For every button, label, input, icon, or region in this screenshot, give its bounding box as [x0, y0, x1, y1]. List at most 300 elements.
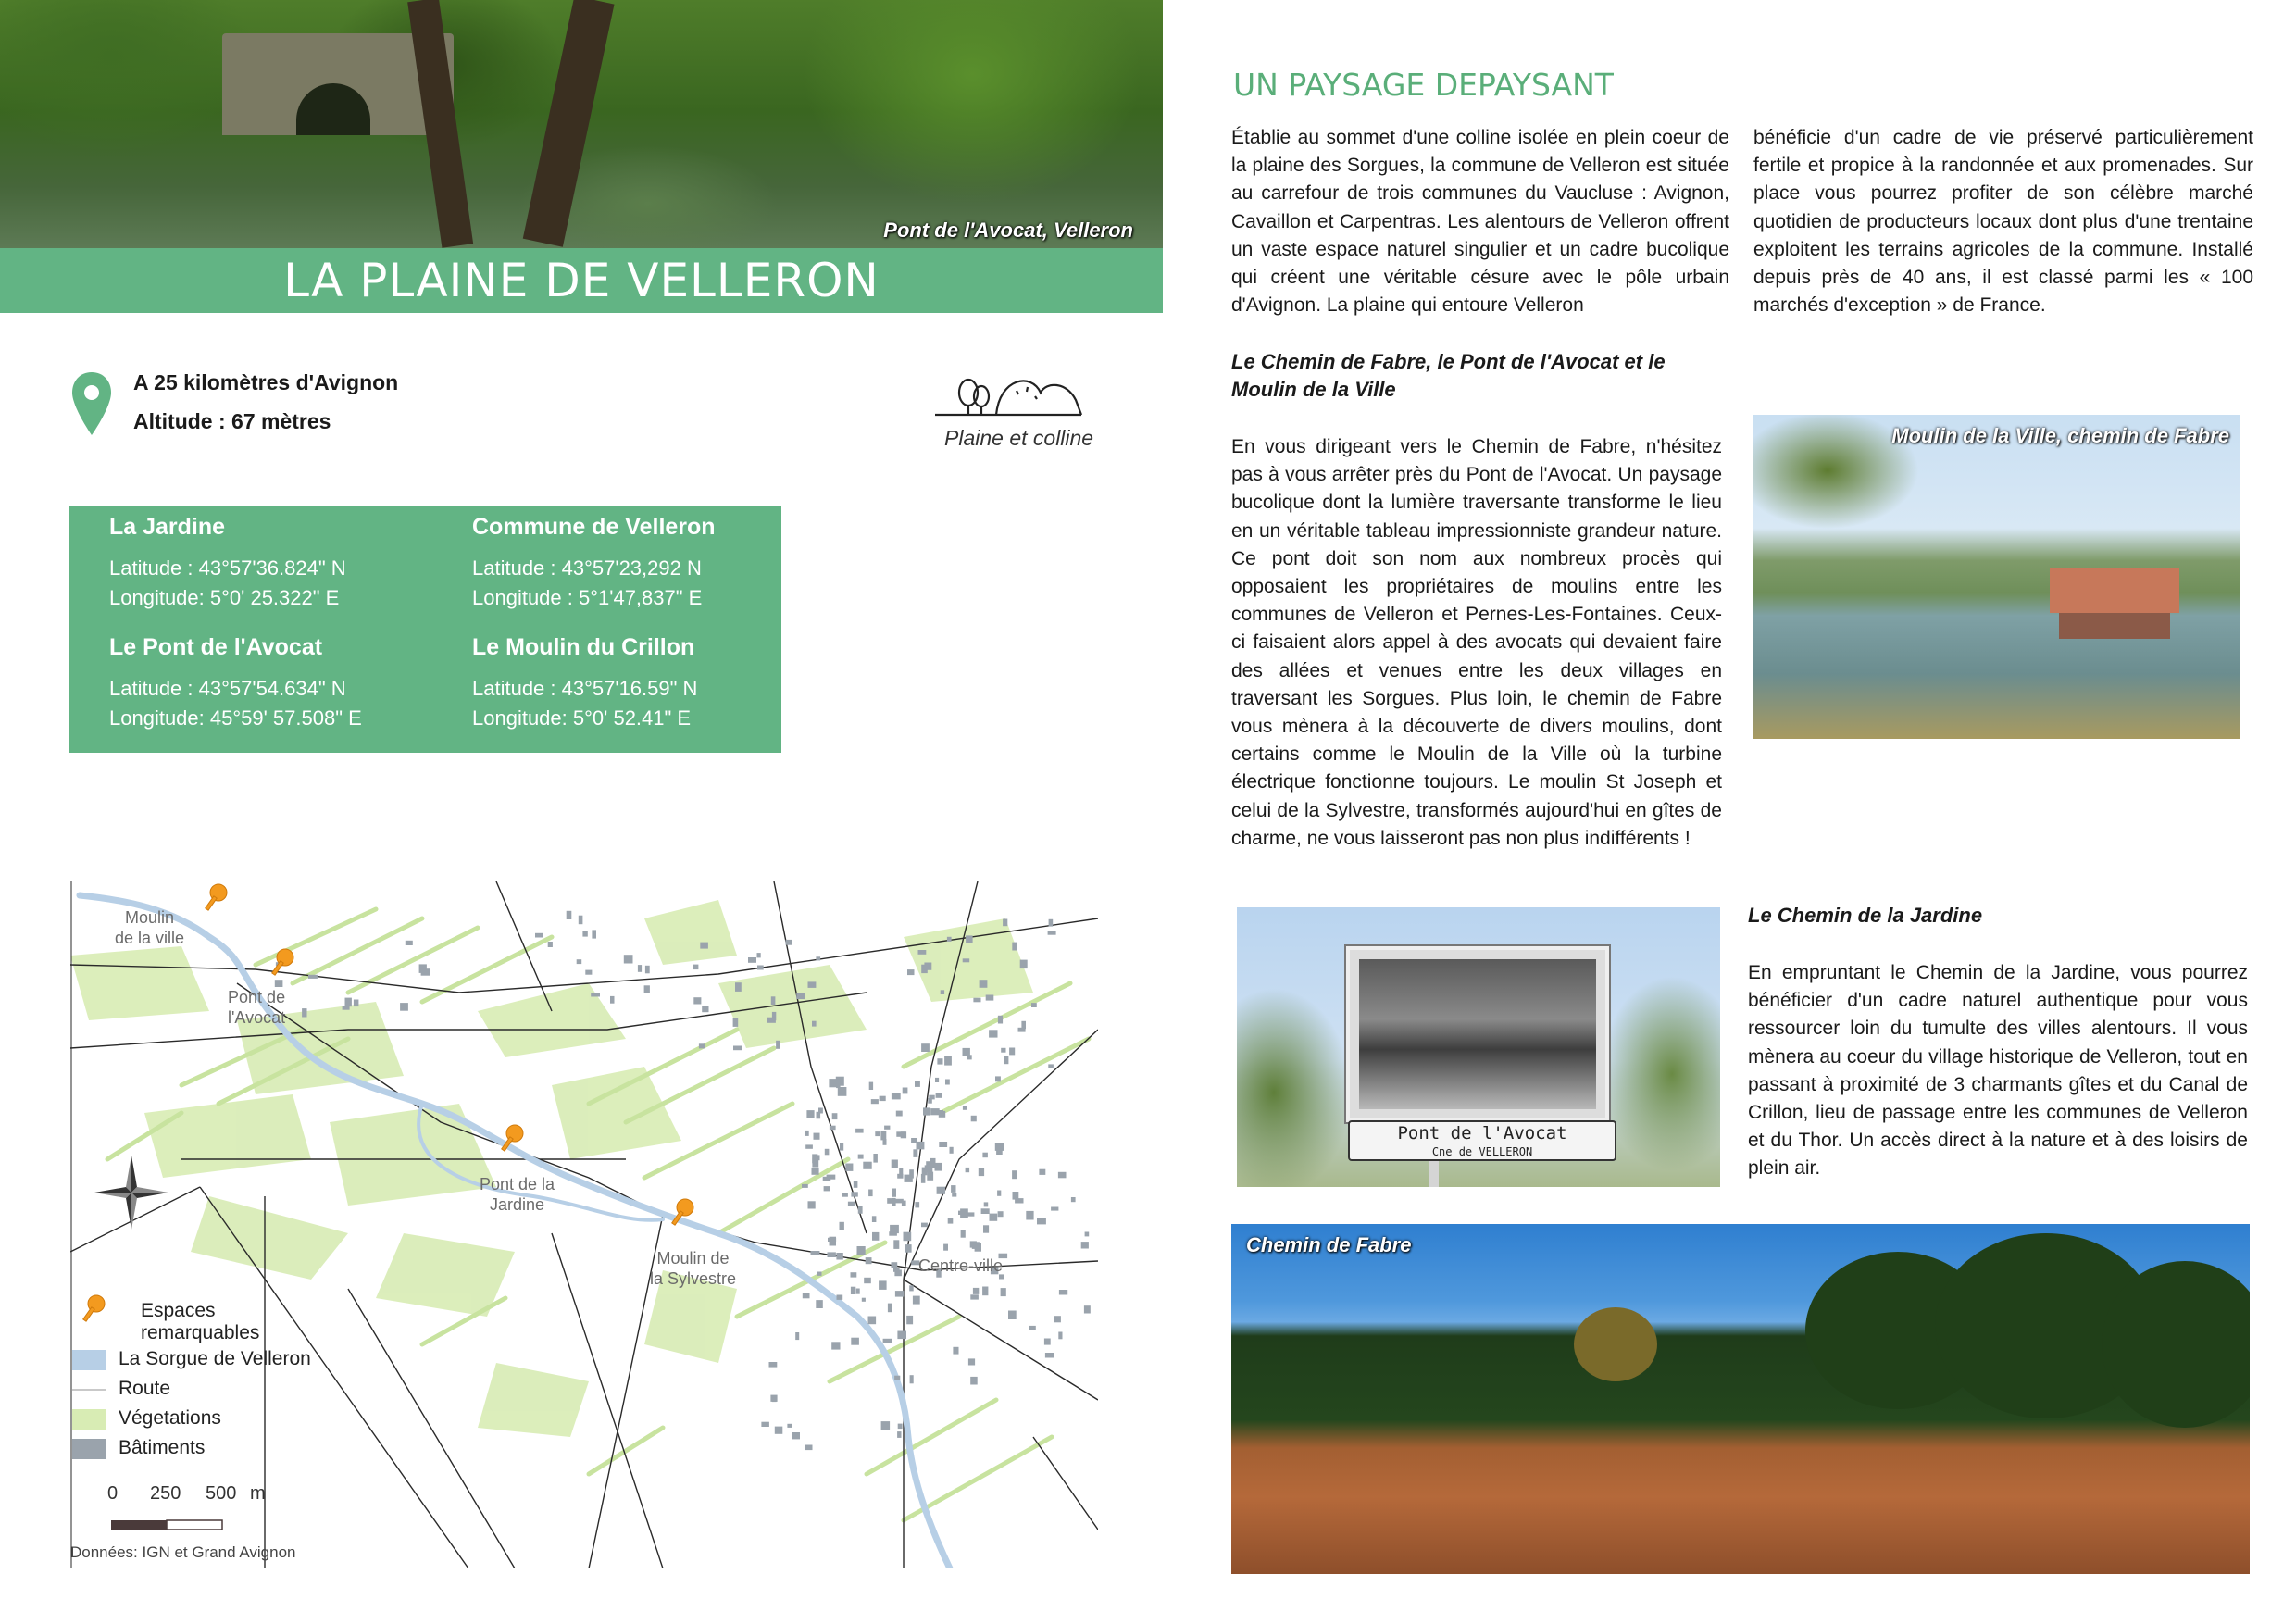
top-photo-caption: Pont de l'Avocat, Velleron [883, 219, 1133, 242]
photo-moulin-caption: Moulin de la Ville, chemin de Fabre [1891, 424, 2229, 447]
building-mark [824, 1186, 830, 1191]
building-mark [1059, 1290, 1067, 1295]
building-mark [939, 1142, 947, 1147]
building-mark [948, 1218, 954, 1223]
building-mark [579, 916, 583, 925]
coord-title: La Jardine [109, 514, 226, 540]
building-mark [856, 1289, 860, 1294]
building-mark [970, 1377, 978, 1385]
building-mark [998, 1211, 1004, 1217]
building-mark [548, 942, 553, 947]
building-mark [733, 1018, 739, 1027]
building-mark [1039, 1169, 1045, 1175]
building-mark [910, 1375, 914, 1383]
building-mark [983, 1225, 989, 1232]
building-mark [823, 1177, 831, 1181]
building-mark [421, 968, 430, 976]
building-mark [875, 1131, 880, 1136]
scale-250: 250 [150, 1483, 181, 1504]
building-mark [817, 1272, 822, 1276]
building-mark [757, 966, 764, 970]
building-mark [921, 1043, 930, 1052]
building-mark [592, 930, 596, 938]
coord-latitude: Latitude : 43°57'54.634" N [109, 677, 346, 700]
map-label-pont-avocat [228, 987, 285, 1028]
building-mark [808, 1201, 816, 1208]
building-mark [1081, 1242, 1089, 1248]
building-mark [866, 1257, 872, 1264]
building-mark [880, 1096, 886, 1101]
building-mark [702, 1006, 708, 1012]
building-mark [905, 1244, 912, 1253]
building-mark [776, 1041, 780, 1049]
legend-sorgue: La Sorgue de Velleron [119, 1348, 311, 1369]
building-mark [733, 1046, 742, 1051]
building-mark [967, 1212, 974, 1216]
building-mark [854, 1181, 858, 1188]
sign-post [1429, 1161, 1439, 1187]
building-mark [989, 1030, 997, 1037]
building-mark [924, 963, 931, 970]
tree-trunk [523, 0, 615, 247]
building-mark [947, 937, 952, 942]
building-mark [889, 1231, 897, 1236]
subhead-chemin-fabre: Le Chemin de Fabre, le Pont de l'Avocat et le Moulin de la Ville [1231, 350, 1666, 401]
mill-building-shape [2050, 568, 2179, 613]
building-mark [883, 1339, 892, 1343]
building-mark [892, 1198, 896, 1206]
building-mark [345, 998, 352, 1007]
building-mark [864, 1278, 871, 1283]
map-label-moulin-ville [115, 907, 184, 948]
building-mark [735, 982, 742, 992]
title-band [0, 248, 1163, 313]
building-mark [963, 1048, 970, 1056]
subhead-chemin-jardine: Le Chemin de la Jardine [1748, 904, 1983, 927]
building-mark [915, 1202, 919, 1207]
building-mark [812, 1168, 819, 1175]
building-mark [829, 1079, 837, 1087]
building-mark [971, 1116, 977, 1122]
building-mark [937, 1187, 945, 1194]
building-mark [944, 1056, 952, 1066]
legend-espaces: Espaces remarquables [141, 1300, 260, 1343]
building-mark [343, 1006, 350, 1009]
scale-500: 500 [206, 1483, 237, 1504]
building-mark [795, 1332, 799, 1340]
building-mark [935, 1078, 939, 1082]
building-mark [1020, 960, 1028, 969]
building-mark [1037, 1218, 1046, 1225]
map-drawing [70, 881, 1098, 1568]
building-mark [693, 997, 701, 1004]
building-mark [1001, 1288, 1006, 1296]
building-mark [757, 953, 761, 957]
coord-longitude: Longitude : 5°1'47,837" E [472, 586, 703, 609]
building-mark [700, 943, 708, 949]
building-mark [984, 1202, 989, 1206]
building-mark [1085, 1232, 1090, 1237]
sign-plate [1348, 1120, 1616, 1161]
building-mark [830, 1126, 836, 1131]
building-mark [893, 1268, 900, 1272]
building-mark [857, 1246, 866, 1255]
building-mark [936, 1093, 942, 1097]
building-mark [812, 1021, 817, 1027]
building-mark [805, 1131, 809, 1136]
building-mark [1058, 1172, 1067, 1179]
building-mark [906, 1316, 913, 1324]
legend-swatch-vegetation [72, 1409, 106, 1430]
building-mark [808, 981, 817, 988]
building-mark [872, 1216, 877, 1222]
photo-moulin-ville [1753, 415, 2240, 739]
coord-moulin-crillon [472, 634, 697, 733]
building-mark [892, 1093, 901, 1099]
photo-fabre-caption: Chemin de Fabre [1246, 1233, 1412, 1256]
building-mark [830, 1237, 837, 1246]
building-mark [960, 1208, 968, 1218]
building-mark [831, 1342, 840, 1349]
building-mark [982, 1287, 988, 1296]
page-title: LA PLAINE DE VELLERON [283, 254, 880, 307]
building-mark [811, 1251, 820, 1255]
building-mark [1048, 1064, 1054, 1068]
building-mark [816, 956, 820, 960]
coord-commune-velleron [472, 514, 716, 613]
building-mark [904, 1232, 912, 1242]
building-mark [769, 1362, 778, 1368]
building-mark [802, 1184, 808, 1188]
altitude-text: Altitude : 67 mètres [133, 409, 331, 433]
building-mark [816, 1300, 823, 1308]
map-pin-icon [70, 370, 113, 437]
building-mark [567, 911, 572, 919]
building-mark [872, 1232, 879, 1241]
plain-and-hill-icon [931, 369, 1085, 420]
building-mark [909, 1285, 914, 1291]
coord-latitude: Latitude : 43°57'16.59" N [472, 677, 698, 700]
building-mark [897, 1431, 901, 1438]
building-mark [915, 1081, 920, 1087]
label-text: Moulin de la Sylvestre [650, 1249, 737, 1288]
tree-shape [1574, 1307, 1657, 1381]
scale-unit: m [250, 1483, 266, 1504]
building-mark [968, 1358, 975, 1365]
sign-line-1: Pont de l'Avocat [1397, 1123, 1567, 1143]
building-mark [917, 1142, 925, 1150]
building-mark [406, 941, 413, 945]
building-mark [921, 1174, 926, 1183]
legend-vegetations: Végetations [119, 1407, 221, 1429]
building-mark [945, 1080, 950, 1085]
legend-pin-icon [83, 1295, 105, 1321]
coord-latitude: Latitude : 43°57'36.824" N [109, 556, 346, 580]
building-mark [1044, 1339, 1051, 1345]
paragraph-chemin-fabre: En vous dirigeant vers le Chemin de Fabre, n'hésitez pas à vous arrêter près du Pont de l'Avocat. Un paysage bucolique dont la lumière traversante transforme le lieu en un véritable tableau impressionniste grandeur nature. Ce pont doit son nom aux nombreux procès qui opposaient les propriétaires de moulins entre les communes de Velleron et Pernes-Les-Fontaines. Ceux-ci faisaient alors appel à des avocats qui devaient faire des allées et venues entre les deux villages en traversant les Sorgues. Plus loin, le chemin de Fabre vous mènera à la découverte de divers moulins, dont certains comme le Moulin de la Ville où la turbine électrique fonctionne toujours. Le moulin St Joseph et celui de la Sylvestre, transformés aujourd'hui en gîtes de charme, ne vous laisseront pas non plus indifférents ! [1231, 436, 1722, 849]
building-mark [881, 1421, 891, 1430]
building-mark [840, 1222, 844, 1230]
building-mark [1048, 931, 1056, 934]
building-mark [973, 998, 980, 1003]
sign-board [1346, 946, 1609, 1122]
building-mark [828, 1252, 836, 1257]
label-text: Pont de la Jardine [480, 1175, 555, 1214]
building-mark [842, 1193, 848, 1197]
map-label-pont-jardine [480, 1174, 555, 1215]
building-mark [851, 1287, 855, 1294]
building-mark [953, 1347, 958, 1355]
building-mark [997, 1191, 1001, 1196]
building-mark [951, 1185, 955, 1193]
building-mark [585, 970, 592, 975]
photo-sign-pont-avocat [1237, 907, 1720, 1187]
building-mark [894, 1199, 903, 1204]
building-mark [693, 965, 698, 970]
building-mark [973, 1288, 979, 1294]
building-mark [772, 1398, 777, 1402]
paragraph-chemin-jardine: En empruntant le Chemin de la Jardine, vous pourrez bénéficier d'un cadre naturel authentique pour vous ressourcer loin du tumulte des villes alentours. Il vous mènera au coeur du village historique de Velleron, tout en passant à proximité de 3 charmants gîtes et du Canal de Crillon, lieu de passage entre les communes de Velleron et du Thor. Un accès direct à la nature et à des loisirs de plein air. [1748, 962, 2248, 1180]
building-mark [840, 1143, 843, 1151]
building-mark [803, 1293, 810, 1299]
label-text: Moulin de la ville [115, 908, 185, 947]
compass-rose-icon [94, 1156, 168, 1230]
building-mark [982, 1153, 988, 1158]
building-mark [990, 1214, 998, 1221]
label-text: Pont de l'Avocat [228, 988, 286, 1027]
building-mark [930, 1108, 940, 1115]
sign-picture [1359, 959, 1596, 1109]
building-mark [928, 1098, 932, 1104]
intro-column-1: Établie au sommet d'une colline isolée en plein coeur de la plaine des Sorgues, la commune de Velleron est située au carrefour de trois communes du Vaucluse : Avignon, Cavaillon et Carpentras. Les alentours de Velleron offrent un vaste espace naturel singulier et un cadre bucolique qui créent une véritable césure avec le pôle urbain d'Avignon. La plaine qui entoure Velleron [1231, 127, 1729, 317]
building-mark [880, 1131, 886, 1141]
building-mark [796, 993, 805, 1000]
landscape-label: Plaine et colline [944, 426, 1094, 450]
scale-0: 0 [107, 1483, 119, 1504]
building-mark [972, 1242, 980, 1249]
building-mark [869, 1082, 873, 1090]
building-mark [858, 1206, 863, 1214]
building-mark [927, 1172, 933, 1181]
building-mark [855, 1129, 864, 1133]
building-mark [998, 1016, 1003, 1024]
building-mark [966, 1168, 970, 1172]
building-mark [812, 1154, 817, 1163]
building-mark [792, 1432, 800, 1439]
building-mark [892, 1189, 897, 1197]
building-mark [1003, 919, 1007, 927]
building-mark [1026, 1211, 1033, 1220]
building-mark [302, 1008, 306, 1017]
building-mark [873, 1154, 878, 1163]
building-mark [1004, 1056, 1008, 1065]
building-mark [836, 1077, 844, 1086]
building-mark [308, 975, 318, 979]
building-mark [838, 1087, 847, 1096]
building-mark [879, 1280, 887, 1290]
building-mark [1001, 1048, 1005, 1053]
building-mark [895, 1291, 904, 1297]
intro-column-2: bénéficie d'un cadre de vie préservé particulièrement fertile et propice à la randonnée et aux promenades. Sur place vous pourrez profiter de son célèbre marché quotidien de producteurs locaux dont plus d'une trentaine exploitent les terrains agricoles de la commune. Installé depuis près de 40 ans, il est classé parmi les « 100 marchés d'exception » de France. [1753, 127, 2253, 317]
building-mark [644, 985, 650, 993]
building-mark [918, 950, 927, 955]
building-mark [893, 1240, 899, 1249]
building-mark [851, 1192, 857, 1196]
building-mark [1051, 1207, 1058, 1211]
building-mark [1031, 1003, 1037, 1007]
building-mark [995, 1143, 1004, 1151]
pin-icon-pont-avocat [272, 949, 293, 975]
building-mark [892, 1160, 898, 1168]
coord-latitude: Latitude : 43°57'23,292 N [472, 556, 702, 580]
legend-batiments: Bâtiments [119, 1437, 206, 1458]
building-mark [930, 1164, 939, 1168]
building-mark [582, 931, 587, 937]
building-mark [817, 1112, 821, 1119]
building-mark [913, 1149, 917, 1157]
building-mark [963, 958, 970, 962]
building-mark [911, 1138, 917, 1143]
coord-longitude: Longitude: 5°0' 52.41" E [472, 706, 692, 730]
building-mark [961, 1230, 966, 1237]
map-label-moulin-sylvestre [650, 1248, 736, 1289]
building-mark [610, 996, 615, 1004]
building-mark [761, 1422, 769, 1427]
legend-swatch-river [72, 1350, 106, 1370]
building-mark [858, 1155, 864, 1159]
building-mark [980, 980, 988, 988]
building-mark [896, 1111, 903, 1117]
building-mark [837, 1295, 843, 1300]
building-mark [832, 1113, 838, 1119]
building-mark [771, 996, 776, 1005]
legend-swatch-road [72, 1389, 106, 1391]
building-mark [1084, 1305, 1091, 1313]
coordinates-box [69, 506, 781, 753]
building-mark [814, 1133, 820, 1140]
building-mark [871, 1099, 879, 1104]
building-mark [967, 1055, 972, 1059]
coord-longitude: Longitude: 45°59' 57.508" E [109, 706, 362, 730]
building-mark [907, 969, 915, 975]
building-mark [921, 1223, 928, 1228]
building-mark [805, 1144, 813, 1148]
tree-shape [2102, 1261, 2250, 1428]
building-mark [851, 1272, 857, 1277]
section-title: UN PAYSAGE DEPAYSANT [1233, 67, 1614, 103]
map-label-centre-ville: Centre-ville [918, 1256, 1004, 1275]
building-mark [981, 1208, 990, 1214]
building-mark [943, 1244, 948, 1251]
building-mark [868, 1190, 873, 1197]
legend-route: Route [119, 1378, 171, 1399]
building-mark [591, 993, 600, 997]
building-mark [966, 935, 973, 943]
map-data-source: Données: IGN et Grand Avignon [70, 1543, 296, 1561]
legend-swatch-buildings [72, 1439, 106, 1459]
building-mark [995, 1076, 1001, 1081]
building-mark [884, 1126, 890, 1130]
building-mark [851, 1338, 859, 1345]
building-mark [805, 1445, 813, 1451]
building-mark [1018, 1028, 1026, 1032]
building-mark [1058, 1332, 1062, 1340]
building-mark [1012, 943, 1017, 951]
coord-title: Le Pont de l'Avocat [109, 634, 323, 660]
building-mark [937, 1058, 942, 1064]
building-mark [892, 1262, 898, 1268]
building-mark [535, 933, 543, 938]
building-mark [767, 1018, 776, 1023]
building-mark [624, 955, 633, 963]
building-mark [775, 1427, 783, 1434]
building-mark [786, 940, 792, 945]
building-mark [354, 1000, 359, 1007]
building-mark [645, 966, 650, 974]
building-mark [894, 1376, 900, 1380]
building-mark [275, 980, 283, 987]
building-mark [748, 957, 756, 963]
building-mark [1029, 1326, 1036, 1330]
building-mark [1008, 1311, 1017, 1320]
coord-pont-avocat [109, 634, 362, 733]
building-mark [1012, 1170, 1017, 1179]
building-mark [1054, 1316, 1061, 1322]
mill-base-shape [2059, 613, 2170, 639]
building-mark [950, 1147, 954, 1154]
building-mark [941, 990, 944, 994]
building-mark [1013, 1192, 1019, 1200]
building-mark [1071, 1197, 1076, 1202]
building-mark [787, 1424, 792, 1428]
building-mark [898, 1424, 903, 1430]
sign-line-2: Cne de VELLERON [1431, 1145, 1533, 1158]
building-mark [825, 1149, 830, 1156]
building-mark [845, 1164, 853, 1171]
pin-icon-moulin-ville [206, 884, 227, 910]
coord-title: Le Moulin du Crillon [472, 634, 695, 660]
coord-title: Commune de Velleron [472, 514, 716, 540]
building-mark [699, 1043, 705, 1048]
building-mark [970, 1294, 979, 1299]
building-mark [926, 1161, 930, 1166]
velleron-map [70, 881, 1098, 1568]
building-mark [862, 1298, 866, 1302]
building-mark [577, 959, 582, 964]
building-mark [979, 1168, 984, 1176]
building-mark [905, 1175, 913, 1182]
building-mark [897, 1331, 906, 1340]
building-mark [986, 995, 994, 1001]
building-mark [963, 1106, 967, 1110]
building-mark [806, 1110, 814, 1118]
building-mark [903, 1088, 908, 1094]
building-mark [896, 1131, 905, 1137]
coord-la-jardine [109, 514, 346, 613]
coord-longitude: Longitude: 5°0' 25.322" E [109, 586, 340, 609]
building-mark [868, 1317, 877, 1325]
building-mark [863, 1162, 871, 1169]
building-mark [400, 1003, 408, 1011]
building-mark [836, 1253, 842, 1260]
building-mark [923, 1107, 930, 1115]
building-mark [952, 1193, 956, 1196]
building-mark [913, 1296, 920, 1305]
photo-chemin-fabre [1231, 1224, 2250, 1574]
top-photo-pont-avocat [0, 0, 1163, 248]
building-mark [897, 1174, 903, 1179]
building-mark [848, 1202, 855, 1206]
